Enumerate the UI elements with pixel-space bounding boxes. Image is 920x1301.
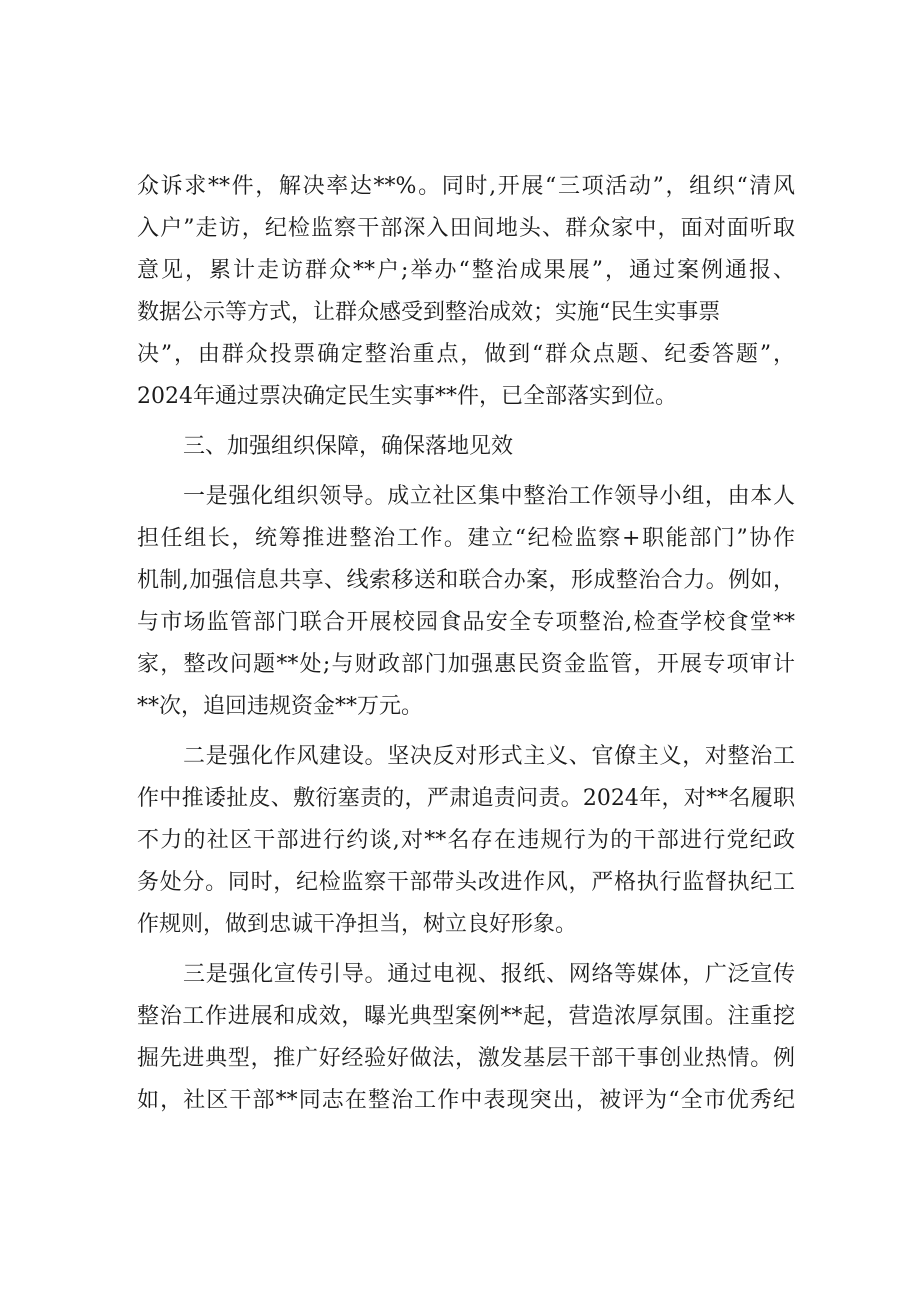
text-line: 如，社区干部**同志在整治工作中表现突出，被评为“全市优秀纪 <box>137 1088 795 1113</box>
paragraph-continuation <box>137 166 795 418</box>
text-line: 务处分。同时，纪检监察干部带头改进作风，严格执行监督执纪工 <box>137 870 795 895</box>
text-line: 作规则，做到忠诚干净担当，树立良好形象。 <box>137 912 578 937</box>
text-line: 二是强化作风建设。坚决反对形式主义、官僚主义，对整治工 <box>183 744 795 769</box>
section-heading <box>137 426 795 468</box>
text-line: 入户”走访，纪检监察干部深入田间地头、群众家中，面对面听取 <box>137 216 795 241</box>
text-line: 与市场监管部门联合开展校园食品安全专项整治,检查学校食堂** <box>137 610 795 635</box>
document-body <box>137 166 795 1122</box>
paragraph-publicity-guidance <box>137 954 795 1122</box>
text-line: 决”，由群众投票确定整治重点，做到“群众点题、纪委答题”， <box>137 342 795 367</box>
text-line: 众诉求**件，解决率达**%。同时,开展“三项活动”，组织“清风 <box>137 174 795 199</box>
paragraph-work-style <box>137 736 795 946</box>
paragraph-organization-leadership <box>137 476 795 728</box>
text-line: 作中推诿扯皮、敷衍塞责的，严肃追责问责。2024年，对**名履职 <box>137 786 795 811</box>
text-line: 不力的社区干部进行约谈,对**名存在违规行为的干部进行党纪政 <box>137 828 795 853</box>
text-line: 整治工作进展和成效，曝光典型案例**起，营造浓厚氛围。注重挖 <box>137 1004 795 1029</box>
text-line: 三是强化宣传引导。通过电视、报纸、网络等媒体，广泛宣传 <box>183 962 795 987</box>
text-line: 掘先进典型，推广好经验好做法，激发基层干部干事创业热情。例 <box>137 1046 795 1071</box>
text-line: 2024年通过票决确定民生实事**件，已全部落实到位。 <box>137 384 677 409</box>
text-line: 家，整改问题**处;与财政部门加强惠民资金监管，开展专项审计 <box>137 652 795 677</box>
text-line: 机制,加强信息共享、线索移送和联合办案，形成整治合力。例如， <box>137 568 795 593</box>
text-line: 一是强化组织领导。成立社区集中整治工作领导小组，由本人 <box>183 484 795 509</box>
text-line: **次，追回违规资金**万元。 <box>137 694 424 719</box>
section-heading-text: 三、加强组织保障，确保落地见效 <box>183 434 514 459</box>
text-line: 意见，累计走访群众**户;举办“整治成果展”，通过案例通报、 <box>137 258 795 283</box>
text-line: 担任组长，统筹推进整治工作。建立“纪检监察+职能部门”协作 <box>137 526 795 551</box>
text-line: 数据公示等方式，让群众感受到整治成效；实施“民生实事票 <box>137 300 721 325</box>
